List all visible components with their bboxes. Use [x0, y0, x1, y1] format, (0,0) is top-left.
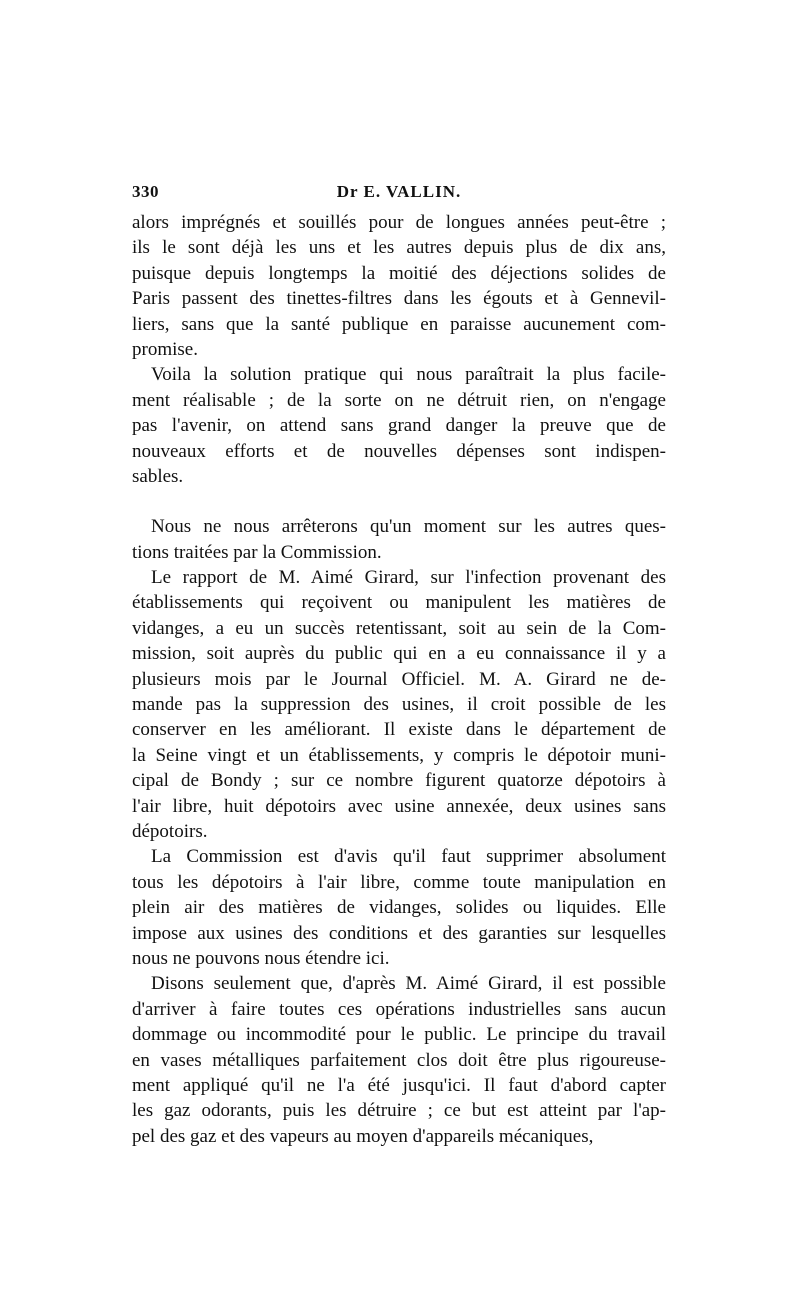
text-line: les gaz odorants, puis les détruire ; ce but est atteint par l'ap- [132, 1100, 666, 1122]
text-line: sables. [132, 465, 184, 487]
running-head [132, 178, 666, 208]
text-line: Nous ne nous arrêterons qu'un moment sur les autres ques- [151, 516, 666, 538]
text-line: cipal de Bondy ; sur ce nombre figurent quatorze dépotoirs à [132, 770, 666, 792]
text-line: ment réalisable ; de la sorte on ne détruit rien, on n'engage [132, 389, 666, 411]
text-line: liers, sans que la santé publique en paraisse aucunement com- [132, 313, 666, 335]
text-line: Voila la solution pratique qui nous paraîtrait la plus facile- [151, 364, 666, 386]
text-line: Disons seulement que, d'après M. Aimé Girard, il est possible [151, 973, 666, 995]
text-line: d'arriver à faire toutes ces opérations industrielles sans aucun [132, 998, 666, 1020]
text-line: ils le sont déjà les uns et les autres depuis plus de dix ans, [132, 237, 666, 259]
paragraph-p3 [132, 514, 666, 565]
text-line: puisque depuis longtemps la moitié des déjections solides de [132, 262, 666, 284]
text-line: Paris passent des tinettes-filtres dans les égouts et à Gennevil- [132, 288, 666, 310]
text-line: conserver en les améliorant. Il existe dans le département de [132, 719, 666, 741]
text-line: promise. [132, 338, 198, 360]
body-text [132, 210, 666, 1149]
text-line: en vases métalliques parfaitement clos doit être plus rigoureuse- [132, 1049, 666, 1071]
text-line: plein air des matières de vidanges, solides ou liquides. Elle [132, 897, 666, 919]
page-number: 330 [132, 182, 159, 201]
text-line: mission, soit auprès du public qui en a eu connaissance il y a [132, 643, 666, 665]
text-line: La Commission est d'avis qu'il faut supprimer absolument [151, 846, 666, 868]
text-line: pel des gaz et des vapeurs au moyen d'appareils mécaniques, [132, 1125, 594, 1147]
text-line: nous ne pouvons nous étendre ici. [132, 947, 390, 969]
text-line: ment appliqué qu'il ne l'a été jusqu'ici. Il faut d'abord capter [132, 1074, 666, 1096]
text-line: pas l'avenir, on attend sans grand danger la preuve que de [132, 415, 666, 437]
text-line: mande pas la suppression des usines, il croit possible de les [132, 694, 666, 716]
text-line: tions traitées par la Commission. [132, 541, 382, 563]
text-line: alors imprégnés et souillés pour de longues années peut-être ; [132, 212, 666, 233]
text-line: nouveaux efforts et de nouvelles dépenses sont indispen- [132, 440, 666, 462]
text-line: tous les dépotoirs à l'air libre, comme toute manipulation en [132, 871, 666, 893]
text-line: dommage ou incommodité pour le public. Le principe du travail [132, 1024, 666, 1046]
paragraph-p6 [132, 971, 666, 1149]
text-line: dépotoirs. [132, 820, 208, 842]
paragraph-p1 [132, 210, 666, 362]
paragraph-gap [132, 489, 666, 514]
paragraph-p5 [132, 844, 666, 971]
text-line: Le rapport de M. Aimé Girard, sur l'infection provenant des [151, 567, 666, 589]
paragraph-p2 [132, 362, 666, 489]
book-page [132, 178, 666, 1149]
running-title: Dr E. VALLIN. [336, 182, 462, 201]
text-line: établissements qui reçoivent ou manipulent les matières de [132, 592, 666, 614]
text-line: l'air libre, huit dépotoirs avec usine annexée, deux usines sans [132, 795, 666, 817]
text-line: la Seine vingt et un établissements, y compris le dépotoir muni- [132, 744, 666, 766]
text-line: plusieurs mois par le Journal Officiel. M. A. Girard ne de- [132, 668, 666, 690]
text-line: impose aux usines des conditions et des garanties sur lesquelles [132, 922, 666, 944]
paragraph-p4 [132, 565, 666, 844]
text-line: vidanges, a eu un succès retentissant, soit au sein de la Com- [132, 617, 666, 639]
